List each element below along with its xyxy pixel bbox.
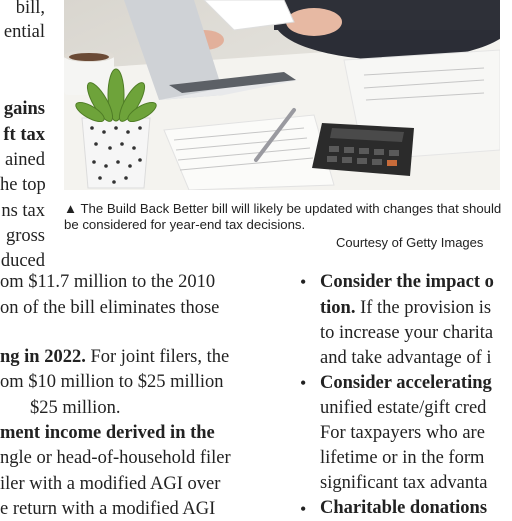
article-photo bbox=[64, 0, 500, 190]
right-col-line-8: lifetime or in the form bbox=[320, 448, 485, 468]
left-col-line-1: bill, bbox=[15, 0, 45, 18]
photo-credit: Courtesy of Getty Images bbox=[336, 235, 484, 250]
right-col-line-1: Consider the impact o bbox=[320, 272, 494, 292]
left-col-line-5: ained bbox=[4, 150, 45, 170]
bullet-1-icon: • bbox=[300, 272, 307, 292]
right-col-line-7: For taxpayers who are bbox=[320, 423, 485, 443]
photo-caption bbox=[64, 201, 504, 233]
left-col-line-2: ential bbox=[3, 22, 45, 42]
left-col-body-9: e return with a modified AGI bbox=[0, 499, 216, 519]
left-col-body-2: on of the bill eliminates those bbox=[0, 298, 220, 318]
bullet-3-icon: • bbox=[300, 499, 307, 519]
bullet-2-icon: • bbox=[300, 373, 307, 393]
left-col-body-1: om $11.7 million to the 2010 bbox=[0, 272, 216, 292]
left-col-line-8: gross bbox=[5, 226, 45, 246]
right-col-line-9: significant tax advanta bbox=[320, 473, 488, 493]
left-col-body-8: iler with a modified AGI over bbox=[0, 474, 221, 494]
left-col-heading-2: ft tax bbox=[3, 125, 45, 145]
left-col-body-3: ng in 2022. For joint filers, the bbox=[0, 347, 230, 367]
right-col-line-10: Charitable donations bbox=[320, 498, 488, 518]
left-col-heading-1: gains bbox=[3, 99, 45, 119]
left-col-body-7: ngle or head-of-household filer bbox=[0, 448, 231, 468]
right-col-line-3: to increase your charita bbox=[320, 323, 494, 343]
right-col-line-6: unified estate/gift cred bbox=[320, 398, 487, 418]
photo-desk-calculator-plant-icon bbox=[64, 0, 500, 190]
caption-marker-icon: ▲ bbox=[64, 201, 78, 216]
left-col-body-4: om $10 million to $25 million bbox=[0, 372, 224, 392]
right-col-bold-run: tion. bbox=[320, 298, 356, 318]
right-col-line-2: tion. If the provision is bbox=[320, 298, 492, 318]
right-col-line-5: Consider accelerating bbox=[320, 373, 492, 393]
left-col-body-5: $25 million. bbox=[30, 398, 121, 418]
left-col-line-9: duced bbox=[0, 251, 45, 271]
left-col-line-7: ns tax bbox=[1, 201, 45, 221]
left-col-bold-run: ng in 2022. bbox=[0, 347, 86, 367]
left-col-line-6: he top bbox=[0, 175, 46, 195]
right-col-line-4: and take advantage of i bbox=[320, 348, 492, 368]
caption-text: The Build Back Better bill will likely be updated with changes that should be considered for year-end tax decisions. bbox=[64, 201, 502, 232]
left-col-body-6: ment income derived in the bbox=[0, 423, 215, 443]
